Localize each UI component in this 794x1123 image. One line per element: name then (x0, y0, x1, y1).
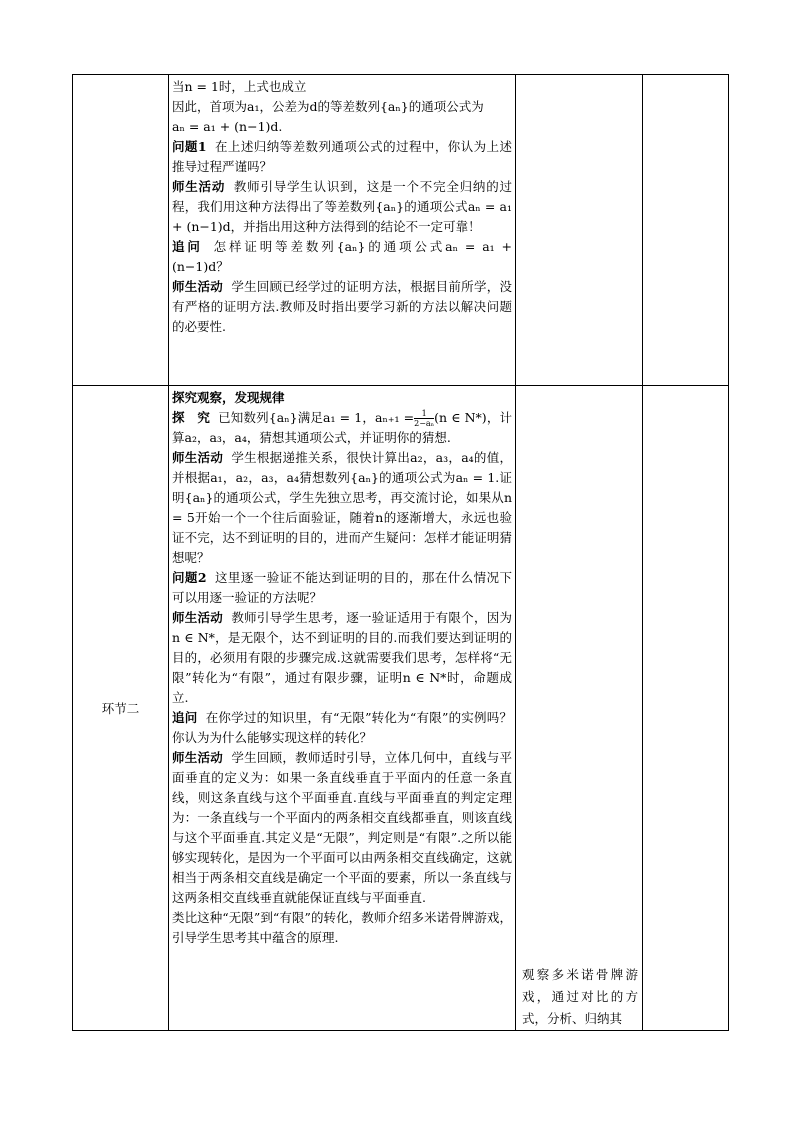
notes-cell (643, 386, 729, 1031)
activity-2-text: 学生回顾已经学过的证明方法，根据目前所学，没有严格的证明方法.教师及时指出要学习新的方法以解决问题的必要性. (172, 279, 512, 334)
paragraph-therefore: 因此，首项为a₁，公差为d的等差数列{aₙ}的通项公式为 (172, 99, 484, 114)
content-cell (169, 386, 516, 1031)
follow-up-1-label: 追问 (172, 239, 203, 254)
section-heading: 探究观察，发现规律 (172, 390, 285, 405)
exploration (172, 408, 512, 448)
activity-5-label: 师生活动 (172, 750, 224, 765)
design-intent-text: 观察多米诺骨牌游戏，通过对比的方式，分析、归纳其 (522, 967, 638, 1026)
paragraph-when-n-1: 当n = 1时，上式也成立 (172, 79, 307, 94)
question-2 (172, 568, 512, 608)
paragraph-analogy: 类比这种“无限”到“有限”的转化，教师介绍多米诺骨牌游戏，引导学生思考其中蕴含的原理. (172, 910, 512, 945)
activity-3-label: 师生活动 (172, 450, 224, 465)
activity-4 (172, 608, 512, 708)
activity-5-text: 学生回顾，教师适时引导，立体几何中，直线与平面垂直的定义为：如果一条直线垂直于平面内的任意一条直线，则这条直线与这个平面垂直.直线与平面垂直的判定定理为：一条直线与一个平面内的两条相交直线都垂直，则该直线与这个平面垂直.其定义是“无限”，判定则是“有限”.之所以能够实现转化，是因为一个平面可以由两条相交直线确定，这就相当于两条相交直线是确定一个平面的要素，所以一条直线与这两条相交直线垂直就能保证直线与平面垂直. (172, 750, 512, 905)
question-1 (172, 137, 512, 177)
activity-1 (172, 177, 512, 237)
activity-1-text: 教师引导学生认识到，这是一个不完全归纳的过程，我们用这种方法得出了等差数列{aₙ}的通项公式aₙ = a₁ + (n−1)d，并指出用这种方法得到的结论不一定可靠！ (172, 179, 512, 234)
formula-general-term: aₙ = a₁ + (n−1)d. (172, 119, 283, 134)
follow-up-1 (172, 237, 512, 277)
design-intent-cell (516, 386, 643, 1031)
activity-1-label: 师生活动 (172, 179, 226, 194)
follow-up-2-label: 追问 (172, 710, 198, 725)
lesson-plan-table (72, 74, 729, 1031)
question-1-text: 在上述归纳等差数列通项公式的过程中，你认为上述推导过程严谨吗？ (172, 139, 512, 174)
follow-up-2 (172, 708, 512, 748)
stage-cell-empty (73, 75, 169, 386)
recurrence-fraction (414, 409, 434, 428)
notes-cell (643, 75, 729, 386)
activity-2-label: 师生活动 (172, 279, 224, 294)
follow-up-1-text: 怎样证明等差数列{aₙ}的通项公式aₙ = a₁ + (n−1)d？ (172, 239, 512, 274)
fraction-numerator: 1 (414, 409, 434, 419)
activity-5 (172, 748, 512, 908)
question-2-label: 问题2 (172, 570, 207, 585)
fraction-denominator: 2−aₙ (414, 419, 435, 428)
question-1-label: 问题1 (172, 139, 207, 154)
question-2-text: 这里逐一验证不能达到证明的目的，那在什么情况下可以用逐一验证的方法呢？ (172, 570, 512, 605)
exploration-label: 探 究 (172, 410, 210, 425)
design-intent-cell (516, 75, 643, 386)
activity-2 (172, 277, 512, 337)
exploration-text-b: (n ∈ N*)，计算a₂，a₃，a₄，猜想其通项公式，并证明你的猜想. (172, 410, 512, 445)
content-cell (169, 75, 516, 386)
activity-3 (172, 448, 512, 568)
activity-3-text: 学生根据递推关系，很快计算出a₂，a₃，a₄的值，并根据a₁，a₂，a₃，a₄猜想数列{aₙ}的通项公式为aₙ = 1.证明{aₙ}的通项公式，学生先独立思考，再交流讨论，如果从n = 5开始一个一个往后面验证，随着n的逐渐增大，永远也验证不完，达不到证明的目的，进而产生疑问：怎样才能证明猜想呢？ (172, 450, 512, 565)
exploration-text-a: 已知数列{aₙ}满足a₁ = 1，aₙ₊₁ = (217, 410, 415, 425)
table-row (73, 386, 729, 1031)
table-row (73, 75, 729, 386)
activity-4-text: 教师引导学生思考，逐一验证适用于有限个，因为n ∈ N*，是无限个，达不到证明的目的.而我们要达到证明的目的，必须用有限的步骤完成.这就需要我们思考，怎样将“无限”转化为“有限”，通过有限步骤，证明n ∈ N*时，命题成立. (172, 610, 512, 705)
stage-label: 环节二 (73, 386, 169, 1031)
follow-up-2-text: 在你学过的知识里，有“无限”转化为“有限”的实例吗？你认为为什么能够实现这样的转化？ (172, 710, 512, 745)
activity-4-label: 师生活动 (172, 610, 224, 625)
